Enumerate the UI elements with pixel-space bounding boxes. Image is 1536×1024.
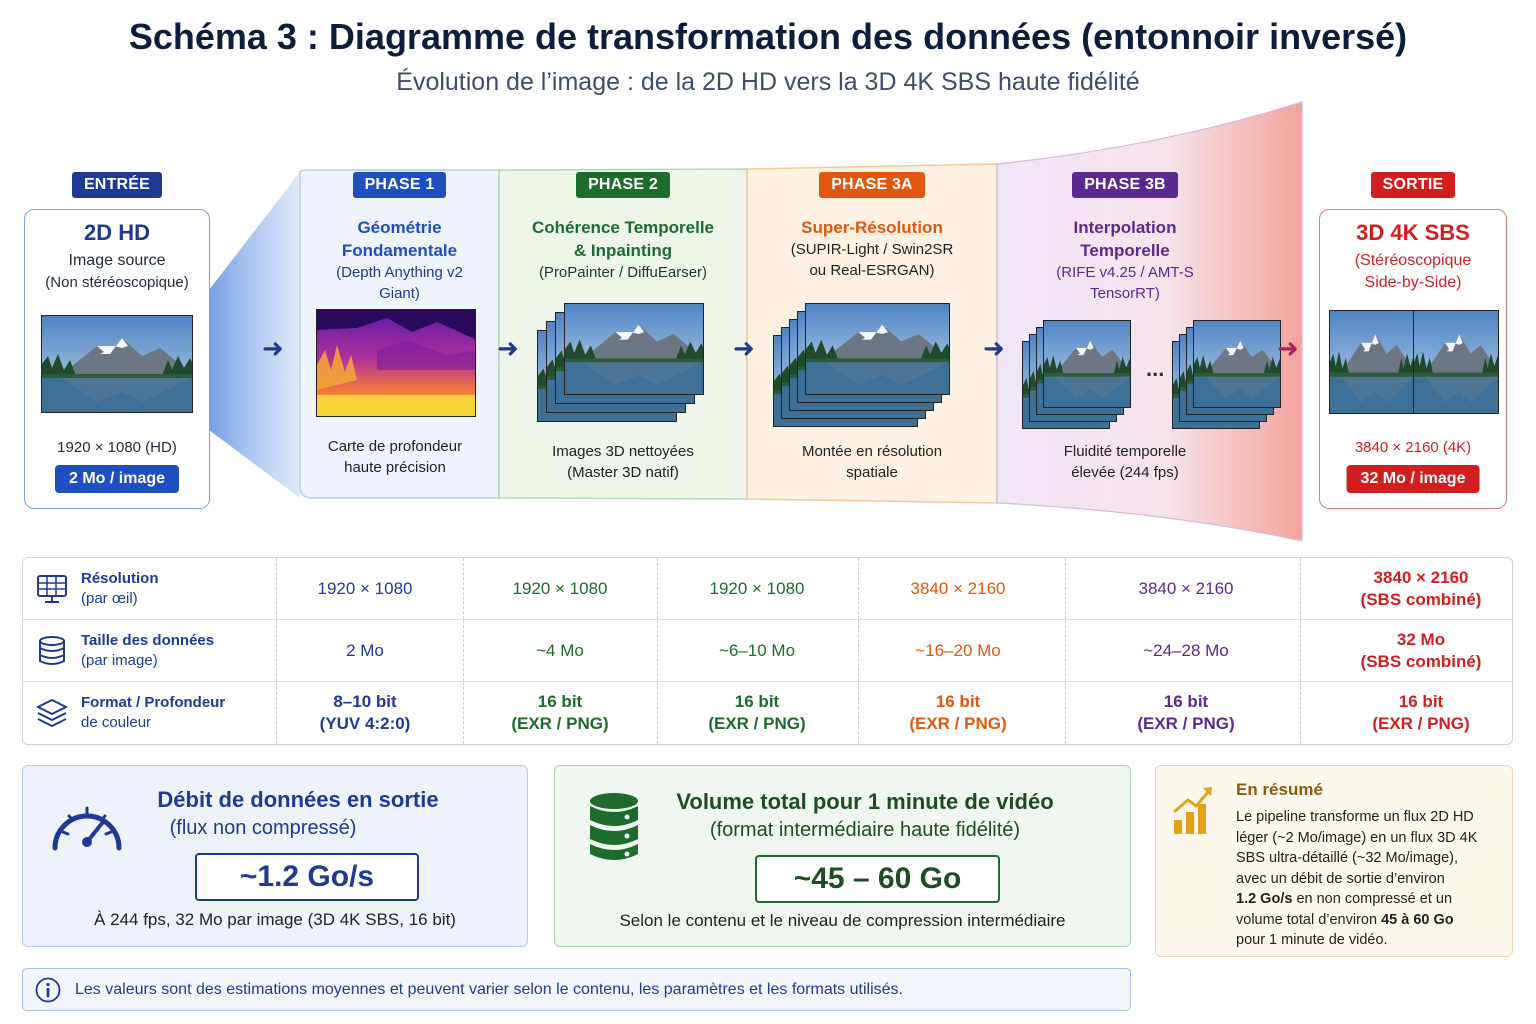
cell-detail: (EXR / PNG): [708, 714, 806, 733]
table-cell: [260, 620, 470, 681]
speedometer-icon: [49, 796, 125, 860]
cell-detail: (SBS combiné): [1360, 589, 1482, 609]
phase3b-sub-1: (RIFE v4.25 / AMT-S: [1056, 264, 1194, 281]
cell-detail: (EXR / PNG): [1137, 714, 1235, 733]
phase3b-title-2: Temporelle: [1080, 241, 1170, 260]
cell-value: 8–10 bit: [333, 692, 397, 711]
page-subtitle: Évolution de l’image : de la 2D HD vers la 3D 4K SBS haute fidélité: [396, 68, 1140, 96]
frame-image: [805, 303, 950, 395]
summary-line: [1236, 889, 1504, 910]
cell-value: 16 bit: [1163, 692, 1209, 711]
output-size-pill: 32 Mo / image: [1347, 465, 1480, 493]
throughput-panel: [22, 765, 528, 947]
throughput-sub: (flux non compressé): [169, 817, 357, 839]
throughput-title: Débit de données en sortie: [157, 787, 439, 812]
phase2-caption: [499, 441, 747, 483]
row-label-main: Format / Profondeur: [81, 694, 226, 711]
row-label: [81, 558, 159, 619]
table-cell: [853, 620, 1063, 681]
phase1-sub-1: (Depth Anything v2: [336, 264, 463, 281]
row-label-sub: (par image): [81, 651, 158, 669]
summary-highlight: 1.2 Go/s: [1236, 891, 1293, 907]
volume-value: ~45 – 60 Go: [755, 855, 1000, 903]
summary-line: léger (~2 Mo/image) en un flux 3D 4K: [1236, 829, 1478, 846]
phase3a-badge: PHASE 3A: [819, 172, 925, 198]
output-card: [1319, 209, 1507, 509]
phase1-caption: [300, 436, 490, 478]
table-cell: [853, 558, 1063, 619]
summary-title: En résumé: [1236, 780, 1323, 799]
input-badge: ENTRÉE: [72, 172, 162, 198]
phase2-title-2: & Inpainting: [573, 241, 673, 260]
output-line2: Side-by-Side): [1364, 274, 1462, 291]
mountain-lake-image: [41, 315, 193, 413]
phase2-sub-1: (ProPainter / DiffuEarser): [538, 264, 708, 281]
funnel-mouth: [209, 172, 300, 498]
table-cell: [1081, 558, 1291, 619]
phase3b-badge: PHASE 3B: [1072, 172, 1178, 198]
table-row: [23, 620, 1512, 682]
column-divider: [1065, 558, 1066, 619]
summary-highlight: 45 à 60 Go: [1381, 911, 1454, 928]
info-icon: [35, 977, 61, 1003]
cell-detail: (SBS combiné): [1360, 651, 1482, 671]
cell-detail: (EXR / PNG): [1372, 714, 1470, 733]
column-divider: [1300, 620, 1301, 681]
column-divider: [1065, 682, 1066, 744]
summary-line: [1236, 910, 1504, 931]
info-note: [22, 968, 1131, 1011]
volume-title: Volume total pour 1 minute de vidéo: [676, 789, 1054, 814]
arrow-right-icon: ➜: [1277, 333, 1299, 363]
table-cell: [1081, 682, 1291, 744]
summary-line: pour 1 minute de vidéo.: [1236, 932, 1388, 948]
volume-note: Selon le contenu et le niveau de compression intermédiaire: [619, 911, 1066, 930]
cell-value: 16 bit: [537, 692, 583, 711]
phase3b-caption-1: Fluidité temporelle: [1063, 443, 1187, 460]
phase2-title-1: Cohérence Temporelle: [531, 218, 715, 237]
row-label-main: Résolution: [81, 569, 159, 587]
cell-value: 3840 × 2160: [1138, 578, 1234, 598]
phase1-caption-2: haute précision: [344, 459, 446, 476]
frame-image: [1193, 320, 1281, 408]
info-text: Les valeurs sont des estimations moyennes et peuvent varier selon le contenu, les paramètres et les formats utilisés.: [75, 980, 903, 998]
table-cell: [853, 682, 1063, 744]
growth-chart-icon: [1172, 782, 1216, 836]
arrow-right-icon: ➜: [497, 333, 519, 363]
phase3a-sub-2: ou Real-ESRGAN): [809, 262, 935, 279]
output-stage: [1319, 172, 1507, 198]
phase3a-stage: [747, 172, 997, 281]
table-cell: [455, 682, 665, 744]
phase1-stage: [300, 172, 499, 304]
page-title: Schéma 3 : Diagramme de transformation des données (entonnoir inversé): [128, 16, 1408, 57]
cell-detail: (EXR / PNG): [909, 714, 1007, 733]
phase2-badge: PHASE 2: [576, 172, 670, 198]
input-card: [24, 209, 210, 509]
output-line1: (Stéréoscopique: [1354, 252, 1472, 269]
table-cell: [1316, 620, 1526, 681]
volume-panel: [554, 765, 1131, 947]
phase2-stage: [499, 172, 747, 283]
throughput-value: ~1.2 Go/s: [195, 853, 419, 901]
row-label-sub: de couleur: [81, 714, 152, 731]
summary-text: en non compressé et un: [1292, 891, 1453, 907]
arrow-right-icon: ➜: [262, 333, 284, 363]
cell-value: 3840 × 2160: [910, 578, 1006, 598]
table-cell: [1316, 682, 1526, 744]
side-by-side-left-image: [1329, 310, 1415, 414]
cell-value: 3840 × 2160: [1373, 567, 1469, 587]
table-cell: [1081, 620, 1291, 681]
phase1-title-2: Fondamentale: [341, 241, 458, 260]
summary-line: SBS ultra-détaillé (~32 Mo/image),: [1236, 850, 1459, 866]
phase1-caption-1: Carte de profondeur: [327, 438, 463, 455]
phase3a-caption-2: spatiale: [846, 464, 898, 481]
cell-detail: (YUV 4:2:0): [319, 714, 411, 733]
input-title: 2D HD: [83, 220, 150, 245]
arrow-right-icon: ➜: [733, 333, 755, 363]
output-title: 3D 4K SBS: [1356, 220, 1470, 245]
phase3b-sub-2: TensorRT): [1090, 285, 1160, 302]
database-icon: [35, 634, 69, 668]
phase3b-stage: [997, 172, 1253, 304]
cell-value: 16 bit: [734, 692, 780, 711]
side-by-side-right-image: [1413, 310, 1499, 414]
summary-text: volume total d’environ: [1236, 911, 1382, 928]
cell-value: ~4 Mo: [536, 640, 584, 660]
phase1-title-1: Géométrie: [357, 218, 442, 237]
phase3b-caption: [997, 441, 1253, 483]
layers-icon: [35, 696, 69, 730]
summary-line: Le pipeline transforme un flux 2D HD: [1236, 809, 1474, 825]
frame-image: [1043, 320, 1131, 408]
input-line2: (Non stéréoscopique): [45, 274, 189, 291]
phase1-sub-2: Giant): [379, 285, 420, 302]
table-cell: [1316, 558, 1526, 619]
cell-value: ~6–10 Mo: [718, 640, 796, 660]
frame-image: [564, 303, 704, 395]
display-grid-icon: [35, 572, 69, 606]
metrics-table: [22, 557, 1513, 745]
summary-line: avec un débit de sortie d’environ: [1236, 870, 1445, 887]
column-divider: [1065, 620, 1066, 681]
cell-value: ~16–20 Mo: [915, 640, 1001, 660]
row-label: [81, 682, 225, 744]
input-resolution: 1920 × 1080 (HD): [57, 439, 177, 456]
summary-body: [1236, 807, 1504, 951]
summary-panel: [1155, 765, 1513, 957]
output-badge: SORTIE: [1371, 172, 1456, 198]
input-line1: Image source: [68, 252, 166, 269]
table-cell: [455, 620, 665, 681]
phase2-caption-1: Images 3D nettoyées: [552, 443, 694, 460]
cell-value: 1920 × 1080: [512, 578, 608, 598]
throughput-note: À 244 fps, 32 Mo par image (3D 4K SBS, 16 bit): [94, 910, 456, 929]
table-cell: [260, 558, 470, 619]
phase3b-caption-2: élevée (244 fps): [1071, 464, 1179, 481]
cell-value: 16 bit: [1398, 692, 1444, 711]
phase3b-title-1: Interpolation: [1073, 218, 1177, 237]
cell-value: 1920 × 1080: [317, 578, 413, 598]
table-row: [23, 682, 1512, 744]
phase3a-caption: [747, 441, 997, 483]
cell-detail: (EXR / PNG): [511, 714, 609, 733]
cell-value: 1920 × 1080: [709, 578, 805, 598]
cell-value: 2 Mo: [346, 640, 384, 660]
table-cell: [652, 620, 862, 681]
depth-map-image: [316, 309, 476, 417]
database-stack-icon: [587, 792, 641, 862]
phase1-badge: PHASE 1: [353, 172, 447, 198]
input-stage: [22, 172, 212, 198]
phase2-caption-2: (Master 3D natif): [567, 464, 679, 481]
frame-ellipsis: ...: [1146, 356, 1165, 381]
table-cell: [652, 682, 862, 744]
row-label-sub: (par œil): [81, 589, 138, 607]
arrow-right-icon: ➜: [983, 333, 1005, 363]
table-row: [23, 558, 1512, 620]
phase3a-title-1: Super-Résolution: [801, 218, 943, 237]
column-divider: [1300, 682, 1301, 744]
phase3a-caption-1: Montée en résolution: [801, 443, 943, 460]
row-label-main: Taille des données: [81, 631, 215, 649]
cell-value: 32 Mo: [1396, 629, 1446, 649]
row-label: [81, 620, 214, 681]
table-cell: [652, 558, 862, 619]
cell-value: 16 bit: [935, 692, 981, 711]
phase3a-sub-1: (SUPIR-Light / Swin2SR: [790, 241, 954, 258]
output-resolution: 3840 × 2160 (4K): [1354, 439, 1472, 456]
table-cell: [260, 682, 470, 744]
table-cell: [455, 558, 665, 619]
input-size-pill: 2 Mo / image: [55, 465, 179, 493]
volume-sub: (format intermédiaire haute fidélité): [709, 819, 1021, 841]
column-divider: [1300, 558, 1301, 619]
cell-value: ~24–28 Mo: [1143, 640, 1229, 660]
